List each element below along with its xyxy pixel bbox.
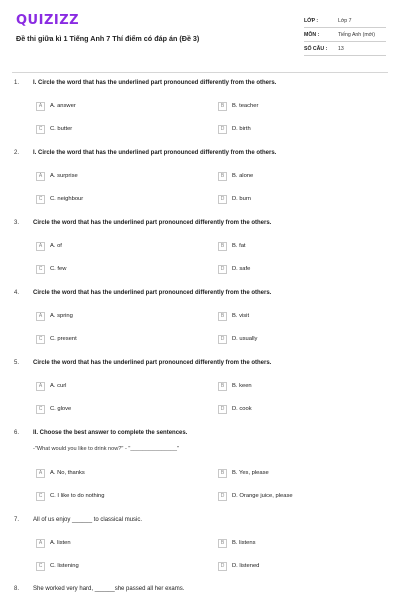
option-letter-box: A [36,172,45,181]
answer-option[interactable] [36,561,79,571]
answer-option[interactable] [36,101,76,111]
option-text: B. listens [232,540,256,546]
option-letter-box: C [36,335,45,344]
option-text: A. of [50,243,62,249]
option-text: D. birth [232,126,251,132]
question-number: 8. [14,586,20,592]
option-letter-box: C [36,125,45,134]
option-letter-box: A [36,242,45,251]
answer-option[interactable] [36,404,71,414]
option-text: A. spring [50,313,73,319]
option-text: B. Yes, please [232,470,269,476]
option-letter-box: C [36,195,45,204]
meta-label: LỚP : [304,17,319,24]
question-number: 1. [14,80,20,86]
header-divider [12,72,388,73]
option-letter-box: A [36,469,45,478]
option-text: D. burn [232,196,252,202]
option-text: A. listen [50,540,71,546]
option-text: C. neighbour [50,196,84,202]
answer-option[interactable] [218,101,258,111]
option-text: A. surprise [50,173,78,179]
question-text: All of us enjoy ______ to classical music. [33,517,143,523]
meta-label: SỐ CÂU : [304,45,328,52]
option-letter-box: A [36,312,45,321]
option-letter-box: C [36,562,45,571]
question-number: 3. [14,220,20,226]
option-letter-box: C [36,265,45,274]
question-text: She worked very hard, ______she passed all her exams. [33,586,185,592]
question-number: 6. [14,430,20,436]
answer-option[interactable] [218,194,251,204]
option-text: D. Orange juice, please [232,493,293,499]
question-text: I. Circle the word that has the underlined part pronounced differently from the others. [33,80,277,86]
meta-value: Tiếng Anh (mới) [338,31,375,38]
answer-option[interactable] [218,334,257,344]
option-text: D. safe [232,266,251,272]
answer-option[interactable] [36,171,78,181]
option-text: D. listened [232,563,260,569]
meta-label: MÔN : [304,31,320,38]
option-letter-box: D [218,195,227,204]
option-text: C. butter [50,126,73,132]
answer-option[interactable] [36,538,71,548]
answer-option[interactable] [218,468,269,478]
option-letter-box: B [218,172,227,181]
answer-option[interactable] [218,381,252,391]
option-text: B. fat [232,243,246,249]
question-text: Circle the word that has the underlined part pronounced differently from the others. [33,220,272,226]
meta-value: 13 [338,45,344,52]
meta-row-count [304,42,386,56]
meta-row-subject [304,28,386,42]
option-text: A. curl [50,383,67,389]
option-letter-box: C [36,405,45,414]
option-letter-box: D [218,405,227,414]
option-letter-box: C [36,492,45,501]
answer-option[interactable] [36,124,72,134]
option-letter-box: B [218,242,227,251]
option-letter-box: B [218,382,227,391]
question-number: 4. [14,290,20,296]
question-text: Circle the word that has the underlined part pronounced differently from the others. [33,290,272,296]
answer-option[interactable] [36,264,66,274]
meta-value: Lớp 7 [338,17,352,24]
option-letter-box: A [36,539,45,548]
option-text: C. listening [50,563,79,569]
answer-option[interactable] [36,241,62,251]
question-number: 2. [14,150,20,156]
answer-option[interactable] [36,468,85,478]
option-letter-box: A [36,102,45,111]
answer-option[interactable] [36,491,104,501]
option-text: A. No, thanks [50,470,85,476]
answer-option[interactable] [36,381,66,391]
option-letter-box: D [218,492,227,501]
option-text: D. usually [232,336,258,342]
option-letter-box: B [218,539,227,548]
option-letter-box: B [218,102,227,111]
option-text: A. answer [50,103,76,109]
option-text: B. keen [232,383,252,389]
option-text: C. present [50,336,77,342]
meta-table [304,14,386,56]
question-text: II. Choose the best answer to complete the sentences. [33,430,188,436]
question-text: I. Circle the word that has the underlined part pronounced differently from the others. [33,150,277,156]
meta-row-class [304,14,386,28]
answer-option[interactable] [36,334,77,344]
option-text: C. I like to do nothing [50,493,105,499]
option-text: B. alone [232,173,254,179]
option-text: D. cook [232,406,252,412]
option-text: C. few [50,266,67,272]
answer-option[interactable] [218,491,293,501]
option-letter-box: D [218,125,227,134]
question-number: 7. [14,517,20,523]
option-letter-box: D [218,265,227,274]
answer-option[interactable] [36,311,73,321]
quizizz-logo: QUIZIZZ [16,13,80,28]
option-letter-box: B [218,312,227,321]
option-letter-box: B [218,469,227,478]
option-text: B. visit [232,313,250,319]
option-letter-box: A [36,382,45,391]
answer-option[interactable] [36,194,83,204]
page-header [0,0,400,72]
question-number: 5. [14,360,20,366]
answer-option[interactable] [218,264,250,274]
question-prompt: -"What would you like to drink now?" - "_______________" [33,446,180,452]
answer-option[interactable] [218,538,256,548]
page-title: Đề thi giữa kì 1 Tiếng Anh 7 Thí điểm có đáp án (Đề 3) [16,34,200,43]
answer-option[interactable] [218,404,252,414]
option-text: B. teacher [232,103,259,109]
answer-option[interactable] [218,561,259,571]
answer-option[interactable] [218,311,249,321]
answer-option[interactable] [218,241,246,251]
option-letter-box: D [218,562,227,571]
option-text: C. glove [50,406,72,412]
question-text: Circle the word that has the underlined part pronounced differently from the others. [33,360,272,366]
option-letter-box: D [218,335,227,344]
answer-option[interactable] [218,124,251,134]
answer-option[interactable] [218,171,253,181]
